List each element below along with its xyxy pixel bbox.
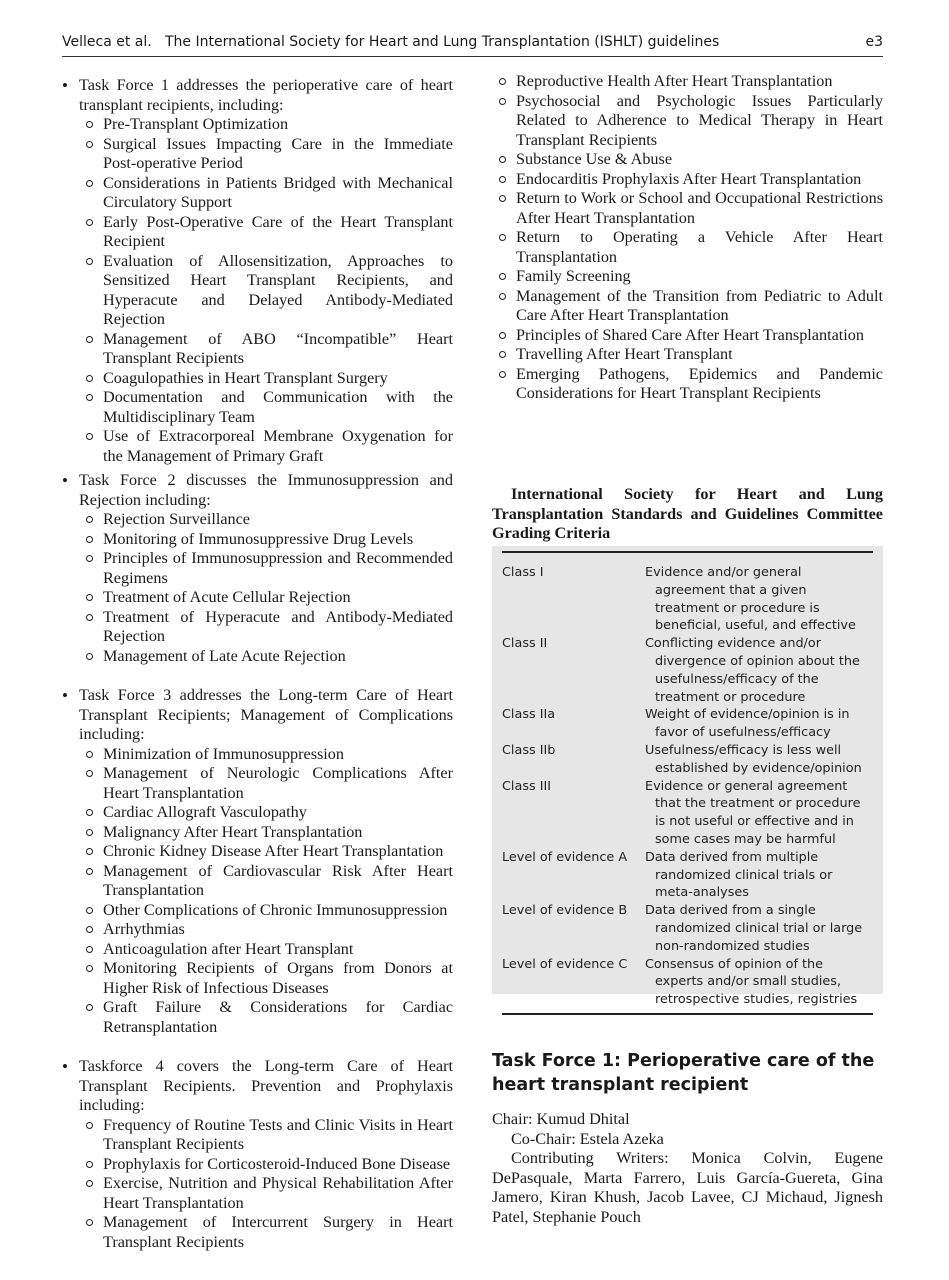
grading-row xyxy=(502,778,873,849)
topic-item: Use of Extracorporeal Membrane Oxygenation for the Management of Primary Graft xyxy=(79,427,453,466)
topic-item: Monitoring Recipients of Organs from Donors at Higher Risk of Infectious Diseases xyxy=(79,959,453,998)
topic-item: Principles of Shared Care After Heart Transplantation xyxy=(492,326,883,346)
co-chair-line: Co-Chair: Estela Azeka xyxy=(511,1129,664,1148)
left-column xyxy=(62,76,453,1252)
topic-item: Psychosocial and Psychologic Issues Particularly Related to Adherence to Medical Therapy in Heart Transplant Recipients xyxy=(492,92,883,151)
topic-item: Treatment of Acute Cellular Rejection xyxy=(79,588,453,608)
task-force-item xyxy=(62,76,453,466)
topic-item: Graft Failure & Considerations for Cardiac Retransplantation xyxy=(79,998,453,1037)
section-authors xyxy=(492,1110,883,1227)
task-force-item xyxy=(62,1057,453,1252)
topic-item: Cardiac Allograft Vasculopathy xyxy=(79,803,453,823)
contributors-line: Contributing Writers: Monica Colvin, Eugene DePasquale, Marta Farrero, Luis García-Guereta, Gina Jamero, Kiran Khush, Jacob Lavee, CJ Michaud, Jignesh Patel, Stephanie Pouch xyxy=(492,1149,883,1226)
section-heading: Task Force 1: Perioperative care of the heart transplant recipient xyxy=(492,1051,875,1095)
task-force-intro: Task Force 1 addresses the perioperative care of heart transplant recipients, including: xyxy=(79,76,453,114)
topic-item: Endocarditis Prophylaxis After Heart Transplantation xyxy=(492,170,883,190)
topic-item: Principles of Immunosuppression and Recommended Regimens xyxy=(79,549,453,588)
grading-definition: Evidence and/or general agreement that a given treatment or procedure is beneficial, useful, and effective xyxy=(645,565,856,634)
grading-term: Class II xyxy=(502,636,548,652)
grading-definition: Consensus of opinion of the experts and/or small studies, retrospective studies, registries xyxy=(645,956,858,1008)
topic-item: Documentation and Communication with the Multidisciplinary Team xyxy=(79,388,453,427)
list-spacer xyxy=(62,666,453,686)
topic-item: Surgical Issues Impacting Care in the Immediate Post-operative Period xyxy=(79,135,453,174)
task-force-intro: Task Force 3 addresses the Long-term Care of Heart Transplant Recipients; Management of Complications including: xyxy=(79,686,453,743)
task-force-list xyxy=(62,76,453,1252)
topic-list xyxy=(79,510,453,666)
topic-item: Pre-Transplant Optimization xyxy=(79,115,453,135)
topic-item: Management of Cardiovascular Risk After Heart Transplantation xyxy=(79,862,453,901)
topic-item: Management of Intercurrent Surgery in Heart Transplant Recipients xyxy=(79,1213,453,1252)
topic-item: Treatment of Hyperacute and Antibody-Mediated Rejection xyxy=(79,608,453,647)
grading-term: Class IIa xyxy=(502,707,556,723)
list-spacer xyxy=(62,1037,453,1057)
topic-item: Emerging Pathogens, Epidemics and Pandemic Considerations for Heart Transplant Recipients xyxy=(492,365,883,404)
grading-term: Class III xyxy=(502,778,552,794)
topic-item: Prophylaxis for Corticosteroid-Induced Bone Disease xyxy=(79,1155,453,1175)
topic-item: Chronic Kidney Disease After Heart Transplantation xyxy=(79,842,453,862)
grading-definition: Usefulness/efficacy is less well established by evidence/opinion xyxy=(645,742,862,776)
header-journal-title: The International Society for Heart and Lung Transplantation (ISHLT) guidelines xyxy=(165,34,720,50)
task-force-intro: Task Force 2 discusses the Immunosuppression and Rejection including: xyxy=(79,471,453,509)
grading-row xyxy=(502,956,873,1014)
task-force-item xyxy=(62,471,453,666)
grading-definition: Conflicting evidence and/or divergence of opinion about the usefulness/efficacy of the treatment or procedure xyxy=(645,636,860,705)
topic-item: Return to Work or School and Occupational Restrictions After Heart Transplantation xyxy=(492,189,883,228)
task-force-intro: Taskforce 4 covers the Long-term Care of Heart Transplant Recipients. Prevention and Prophylaxis including: xyxy=(79,1057,453,1114)
topic-item: Minimization of Immunosuppression xyxy=(79,745,453,765)
topic-item: Management of ABO “Incompatible” Heart Transplant Recipients xyxy=(79,330,453,369)
grading-criteria-box xyxy=(492,546,883,1008)
grading-definition: Data derived from a single randomized clinical trial or large non-randomized studies xyxy=(645,903,863,954)
grading-term: Class IIb xyxy=(502,742,556,758)
topic-list xyxy=(79,745,453,1038)
topic-item: Management of the Transition from Pediatric to Adult Care After Heart Transplantation xyxy=(492,287,883,326)
topic-item: Family Screening xyxy=(492,267,883,287)
grading-term: Level of evidence A xyxy=(502,849,628,865)
topic-item: Substance Use & Abuse xyxy=(492,150,883,170)
grading-row xyxy=(502,552,873,635)
continued-topic-list xyxy=(492,72,883,404)
header-authors: Velleca et al. xyxy=(62,34,152,50)
topic-item: Travelling After Heart Transplant xyxy=(492,345,883,365)
grading-row xyxy=(502,902,873,955)
topic-item: Exercise, Nutrition and Physical Rehabilitation After Heart Transplantation xyxy=(79,1174,453,1213)
grading-term: Level of evidence C xyxy=(502,956,628,972)
grading-row xyxy=(502,742,873,778)
topic-item: Reproductive Health After Heart Transplantation xyxy=(492,72,883,92)
header-page-number: e3 xyxy=(865,34,883,50)
grading-criteria-title: International Society for Heart and Lung Transplantation Standards and Guidelines Committee Grading Criteria xyxy=(492,485,883,542)
grading-criteria-table xyxy=(502,551,873,1015)
grading-definition: Evidence or general agreement that the treatment or procedure is not useful or effective and in some cases may be harmful xyxy=(645,778,861,847)
topic-item: Other Complications of Chronic Immunosuppression xyxy=(79,901,453,921)
topic-item: Return to Operating a Vehicle After Heart Transplantation xyxy=(492,228,883,267)
running-header xyxy=(62,34,883,57)
topic-item: Early Post-Operative Care of the Heart Transplant Recipient xyxy=(79,213,453,252)
topic-item: Rejection Surveillance xyxy=(79,510,453,530)
topic-item: Management of Late Acute Rejection xyxy=(79,647,453,667)
grading-row xyxy=(502,849,873,902)
task-force-item xyxy=(62,686,453,1037)
topic-item: Malignancy After Heart Transplantation xyxy=(79,823,453,843)
topic-item: Coagulopathies in Heart Transplant Surgery xyxy=(79,369,453,389)
topic-item: Anticoagulation after Heart Transplant xyxy=(79,940,453,960)
topic-item: Arrhythmias xyxy=(79,920,453,940)
topic-list xyxy=(79,1116,453,1253)
topic-item: Evaluation of Allosensitization, Approaches to Sensitized Heart Transplant Recipients, and Hyperacute and Delayed Antibody-Mediated Rejection xyxy=(79,252,453,330)
topic-item: Monitoring of Immunosuppressive Drug Levels xyxy=(79,530,453,550)
grading-term: Class I xyxy=(502,565,544,580)
grading-term: Level of evidence B xyxy=(502,903,628,919)
topic-item: Considerations in Patients Bridged with Mechanical Circulatory Support xyxy=(79,174,453,213)
right-column xyxy=(492,72,883,404)
chair-line: Chair: Kumud Dhital xyxy=(492,1110,630,1128)
grading-row xyxy=(502,706,873,742)
grading-definition: Data derived from multiple randomized clinical trials or meta-analyses xyxy=(645,849,833,901)
topic-item: Frequency of Routine Tests and Clinic Visits in Heart Transplant Recipients xyxy=(79,1116,453,1155)
topic-item: Management of Neurologic Complications After Heart Transplantation xyxy=(79,764,453,803)
topic-list xyxy=(79,115,453,466)
grading-definition: Weight of evidence/opinion is in favor of usefulness/efficacy xyxy=(645,707,850,741)
grading-row xyxy=(502,635,873,706)
